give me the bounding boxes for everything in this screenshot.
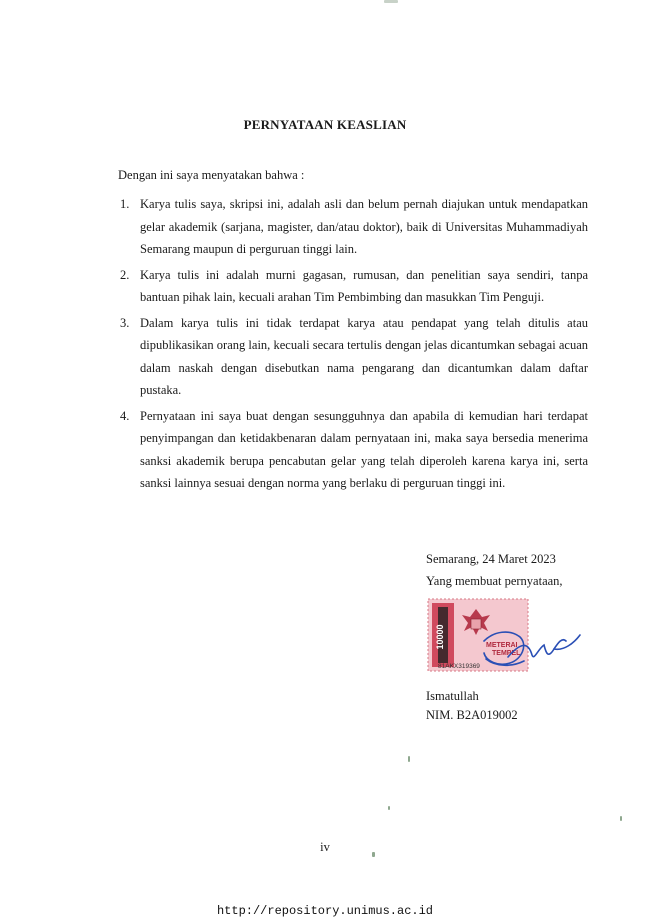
signer-nim: NIM. B2A019002	[426, 708, 518, 722]
maker-label: Yang membuat pernyataan,	[426, 574, 563, 588]
item-number: 3.	[120, 315, 130, 330]
stamp-label-1: METERAI	[486, 642, 518, 649]
scan-speck	[384, 0, 398, 3]
item-text: Karya tulis saya, skripsi ini, adalah asli dan belum pernah diajukan untuk mendapatkan gelar akademik (sarjana, magister, dan/atau doktor), baik di Universitas Muhammadiyah Semarang maupun di perguruan tinggi lain.	[140, 197, 588, 256]
intro-text: Dengan ini saya menyatakan bahwa :	[118, 168, 305, 182]
item-number: 2.	[120, 267, 130, 282]
item-text: Karya tulis ini adalah murni gagasan, rumusan, dan penelitian saya sendiri, tanpa bantuan pihak lain, kecuali arahan Tim Pembimbing dan masukkan Tim Penguji.	[140, 267, 588, 304]
stamp-serial: 81AKX319369	[438, 663, 480, 670]
item-number: 1.	[120, 197, 130, 211]
list-item	[118, 312, 588, 402]
page-number: iv	[320, 840, 330, 854]
item-number: 4.	[120, 408, 130, 423]
stamp-and-signature	[424, 597, 584, 681]
list-item	[118, 264, 588, 309]
signer-block	[426, 687, 518, 725]
footer-url: http://repository.unimus.ac.id	[216, 904, 434, 918]
revenue-stamp-icon	[428, 599, 528, 671]
signer-name: Ismatullah	[426, 689, 479, 703]
stamp-value: 10000	[435, 624, 445, 650]
scan-speck	[388, 806, 390, 810]
item-text: Dalam karya tulis ini tidak terdapat karya atau pendapat yang telah ditulis atau dipublikasikan orang lain, kecuali secara tertulis dengan jelas dicantumkan sebagai acuan dalam naskah dengan disebutkan nama pengarang dan dicantumkan dalam daftar pustaka.	[140, 315, 588, 397]
scan-speck	[408, 756, 410, 762]
place-date: Semarang, 24 Maret 2023	[426, 552, 556, 566]
scan-speck	[372, 852, 375, 857]
signature-header	[426, 548, 563, 592]
stamp-label-2: TEMPEL	[492, 650, 521, 657]
item-text: Pernyataan ini saya buat dengan sesungguhnya dan apabila di kemudian hari terdapat penyimpangan dan ketidakbenaran dalam pernyataan ini, maka saya bersedia menerima sanksi akademik berupa pencabutan gelar yang telah diperoleh karena karya ini, serta sanksi lainnya sesuai dengan norma yang berlaku di perguruan tinggi ini.	[140, 408, 588, 490]
list-item	[118, 193, 588, 261]
scan-speck	[620, 816, 622, 821]
list-item	[118, 405, 588, 495]
document-title: PERNYATAAN KEASLIAN	[243, 117, 407, 132]
statement-list	[118, 193, 588, 498]
